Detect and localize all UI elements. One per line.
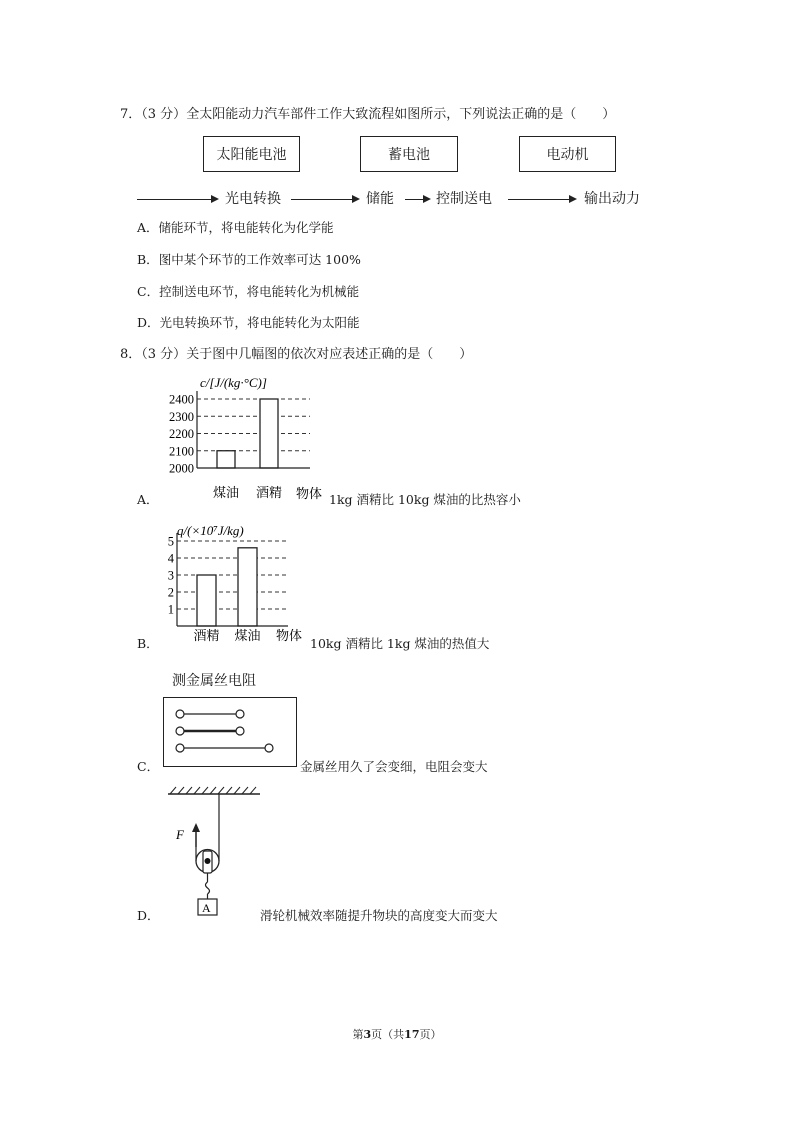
q8-option-b[interactable] <box>137 634 159 652</box>
wire-3-terminal-left <box>176 744 184 752</box>
wire-3-terminal-right <box>265 744 273 752</box>
footer-total: 17 <box>404 1028 420 1041</box>
pulley-hook <box>206 882 210 894</box>
q8-chart-a <box>160 370 330 505</box>
page-footer <box>0 1026 794 1042</box>
q7-option-d-text: 光电转换环节，将电能转化为太阳能 <box>159 315 360 330</box>
q7-option-c-text: 控制送电环节，将电能转化为机械能 <box>159 284 360 299</box>
q8-option-c-text: 金属丝用久了会变细，电阻会变大 <box>300 759 488 774</box>
pulley-axle <box>205 858 211 864</box>
footer-middle: 页（共 <box>371 1028 405 1041</box>
q7-option-b-text: 图中某个环节的工作效率可达 100% <box>158 252 361 267</box>
q8-c-wire-board <box>163 697 297 767</box>
q7-flow-control: 控制送电 <box>436 191 492 207</box>
q8-c-title: 测金属丝电阻 <box>172 673 256 689</box>
chart-b-ylabel: q/(×10⁷J/kg) <box>177 523 244 538</box>
y-tick-label: 2000 <box>169 461 194 476</box>
q7-box-motor: 电动机 <box>519 136 616 172</box>
q8-number: 8． <box>120 347 142 362</box>
q7-flow-output: 输出动力 <box>584 191 640 207</box>
x-category-label: 煤油 <box>212 486 240 501</box>
q8-option-c[interactable] <box>137 757 159 775</box>
ceiling-hatch <box>170 787 256 794</box>
y-tick-label: 2100 <box>169 444 194 459</box>
bar-酒精 <box>197 575 216 626</box>
q8-option-d[interactable] <box>137 906 160 924</box>
q7-option-a-text: 储能环节，将电能转化为化学能 <box>158 220 334 235</box>
y-tick-label: 2 <box>167 585 174 600</box>
q8-option-c-label: C． <box>137 759 160 774</box>
x-category-label: 酒精 <box>193 629 220 644</box>
q7-flow-photoelectric: 光电转换 <box>225 191 281 207</box>
q8-score: （3 分） <box>141 347 187 362</box>
wire-2-terminal-left <box>176 727 184 735</box>
footer-prefix: 第 <box>352 1028 364 1041</box>
q8-stem-line <box>120 343 472 362</box>
force-arrow-head <box>192 823 200 832</box>
y-tick-label: 5 <box>167 534 174 549</box>
wire-1-terminal-right <box>236 710 244 718</box>
block-a-label: A <box>202 901 211 915</box>
q7-flow-arrow-3 <box>405 199 429 200</box>
q7-flow-arrow-1 <box>137 199 217 200</box>
q8-option-b-text: 10kg 酒精比 1kg 煤油的热值大 <box>310 636 490 651</box>
q8-chart-b <box>160 520 310 650</box>
q7-option-b[interactable] <box>137 250 361 268</box>
bar-煤油 <box>238 548 257 626</box>
bar-酒精 <box>260 399 278 468</box>
q8-option-d-text: 滑轮机械效率随提升物块的高度变大而变大 <box>260 908 498 923</box>
y-tick-label: 1 <box>167 602 174 617</box>
q7-number: 7． <box>120 107 142 122</box>
q8-option-b-label: B． <box>137 636 159 651</box>
q7-stem-line <box>120 103 615 122</box>
force-label: F <box>176 827 184 842</box>
q7-box-solar-cell: 太阳能电池 <box>203 136 300 172</box>
q8-option-a-text: 1kg 酒精比 10kg 煤油的比热容小 <box>329 492 521 507</box>
q7-flow-arrow-4 <box>508 199 575 200</box>
q7-flow-storage: 储能 <box>366 191 394 207</box>
bar-煤油 <box>217 451 235 468</box>
wire-1-terminal-left <box>176 710 184 718</box>
q7-flow-arrow-2 <box>291 199 358 200</box>
x-category-label: 酒精 <box>255 486 283 501</box>
q7-option-c[interactable] <box>137 282 359 300</box>
q8-option-a[interactable] <box>137 490 159 508</box>
q7-option-a[interactable] <box>137 218 334 236</box>
q8-option-d-label: D． <box>137 908 160 923</box>
q7-stem: 全太阳能动力汽车部件工作大致流程如图所示，下列说法正确的是（ ） <box>186 107 616 122</box>
chart-a-ylabel: c/[J/(kg·°C)] <box>200 375 267 390</box>
y-tick-label: 2300 <box>169 409 194 424</box>
q7-option-a-label: A． <box>137 220 159 235</box>
footer-suffix: 页） <box>419 1028 442 1041</box>
q7-box-battery: 蓄电池 <box>360 136 458 172</box>
chart-b-xlabel: 物体 <box>276 629 303 644</box>
q7-option-d-label: D． <box>137 315 160 330</box>
y-tick-label: 2200 <box>169 427 194 441</box>
q8-stem: 关于图中几幅图的依次对应表述正确的是（ ） <box>186 347 473 362</box>
q7-score: （3 分） <box>141 107 187 122</box>
q7-option-d[interactable] <box>137 313 360 331</box>
footer-page: 3 <box>363 1028 372 1041</box>
y-tick-label: 2400 <box>169 392 194 407</box>
y-tick-label: 4 <box>167 551 174 566</box>
q7-option-b-label: B． <box>137 252 159 267</box>
q8-option-a-label: A． <box>137 492 159 507</box>
q8-d-pulley-figure <box>160 785 270 920</box>
wire-2-terminal-right <box>236 727 244 735</box>
x-category-label: 煤油 <box>234 629 261 644</box>
chart-a-xlabel: 物体 <box>296 487 323 502</box>
q7-option-c-label: C． <box>137 284 160 299</box>
y-tick-label: 3 <box>167 568 174 583</box>
